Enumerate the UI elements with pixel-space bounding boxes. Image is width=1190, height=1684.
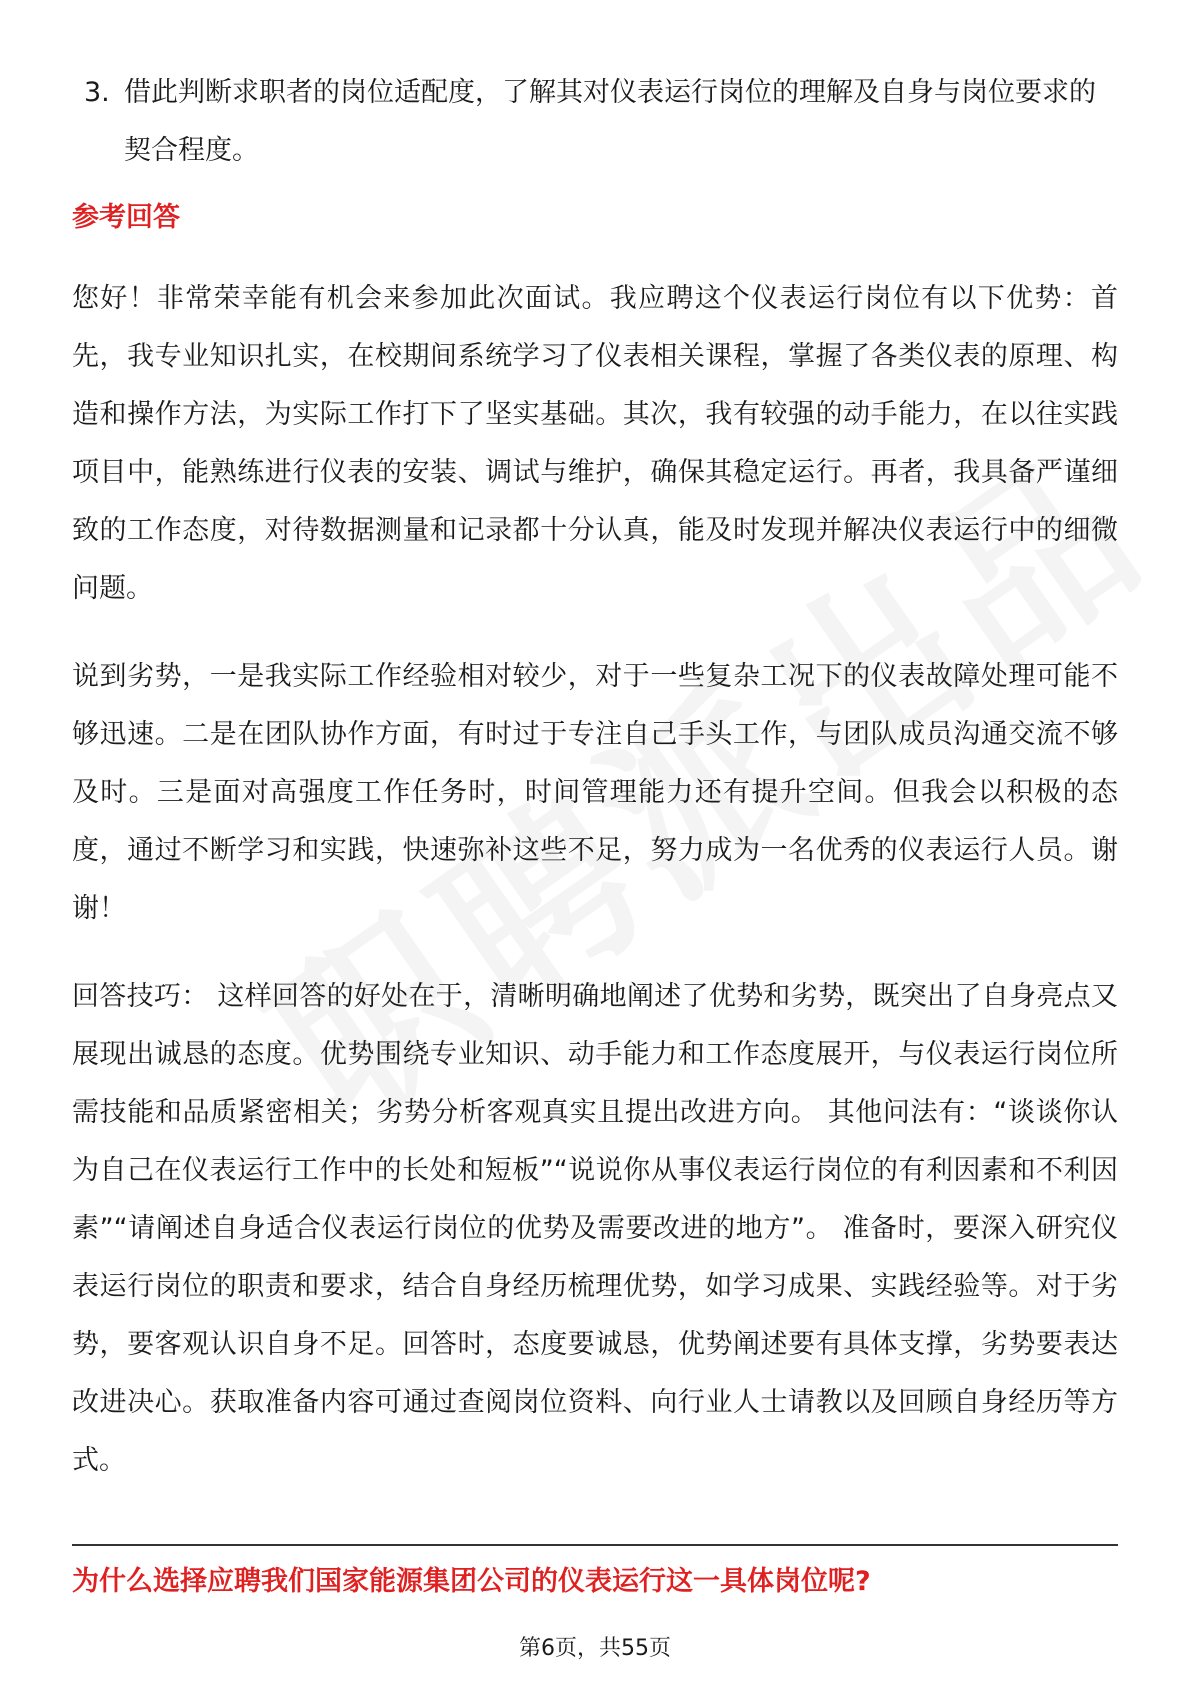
- page-footer: 第6页，共55页: [519, 1636, 671, 1661]
- section-divider: [72, 1544, 1118, 1546]
- answer-paragraph-weaknesses: 说到劣势，一是我实际工作经验相对较少，对于一些复杂工况下的仪表故障处理可能不够迅速。二是在团队协作方面，有时过于专注自己手头工作，与团队成员沟通交流不够及时。三是面对高强度工作任务时，时间管理能力还有提升空间。但我会以积极的态度，通过不断学习和实践，快速弥补这些不足，努力成为一名优秀的仪表运行人员。谢谢！: [72, 661, 1118, 924]
- next-question-heading: 为什么选择应聘我们国家能源集团公司的仪表运行这一具体岗位呢?: [72, 1566, 871, 1597]
- reference-answer-heading: 参考回答: [72, 202, 180, 233]
- list-item-number: 3.: [84, 77, 110, 108]
- answer-paragraph-strengths: 您好！非常荣幸能有机会来参加此次面试。我应聘这个仪表运行岗位有以下优势：首先，我专业知识扎实，在校期间系统学习了仪表相关课程，掌握了各类仪表的原理、构造和操作方法，为实际工作打下了坚实基础。其次，我有较强的动手能力，在以往实践项目中，能熟练进行仪表的安装、调试与维护，确保其稳定运行。再者，我具备严谨细致的工作态度，对待数据测量和记录都十分认真，能及时发现并解决仪表运行中的细微问题。: [72, 283, 1118, 604]
- list-item-text: 借此判断求职者的岗位适配度，了解其对仪表运行岗位的理解及自身与岗位要求的契合程度。: [124, 77, 1096, 166]
- list-item: [72, 64, 1118, 180]
- answer-tips-paragraph: 回答技巧： 这样回答的好处在于，清晰明确地阐述了优势和劣势，既突出了自身亮点又展现出诚恳的态度。优势围绕专业知识、动手能力和工作态度展开，与仪表运行岗位所需技能和品质紧密相关；劣势分析客观真实且提出改进方向。 其他问法有：“谈谈你认为自己在仪表运行工作中的长处和短板”“说说你从事仪表运行岗位的有利因素和不利因素”“请阐述自身适合仪表运行岗位的优势及需要改进的地方”。 准备时，要深入研究仪表运行岗位的职责和要求，结合自身经历梳理优势，如学习成果、实践经验等。对于劣势，要客观认识自身不足。回答时，态度要诚恳，优势阐述要有具体支撑，劣势要表达改进决心。获取准备内容可通过查阅岗位资料、向行业人士请教以及回顾自身经历等方式。: [72, 981, 1118, 1476]
